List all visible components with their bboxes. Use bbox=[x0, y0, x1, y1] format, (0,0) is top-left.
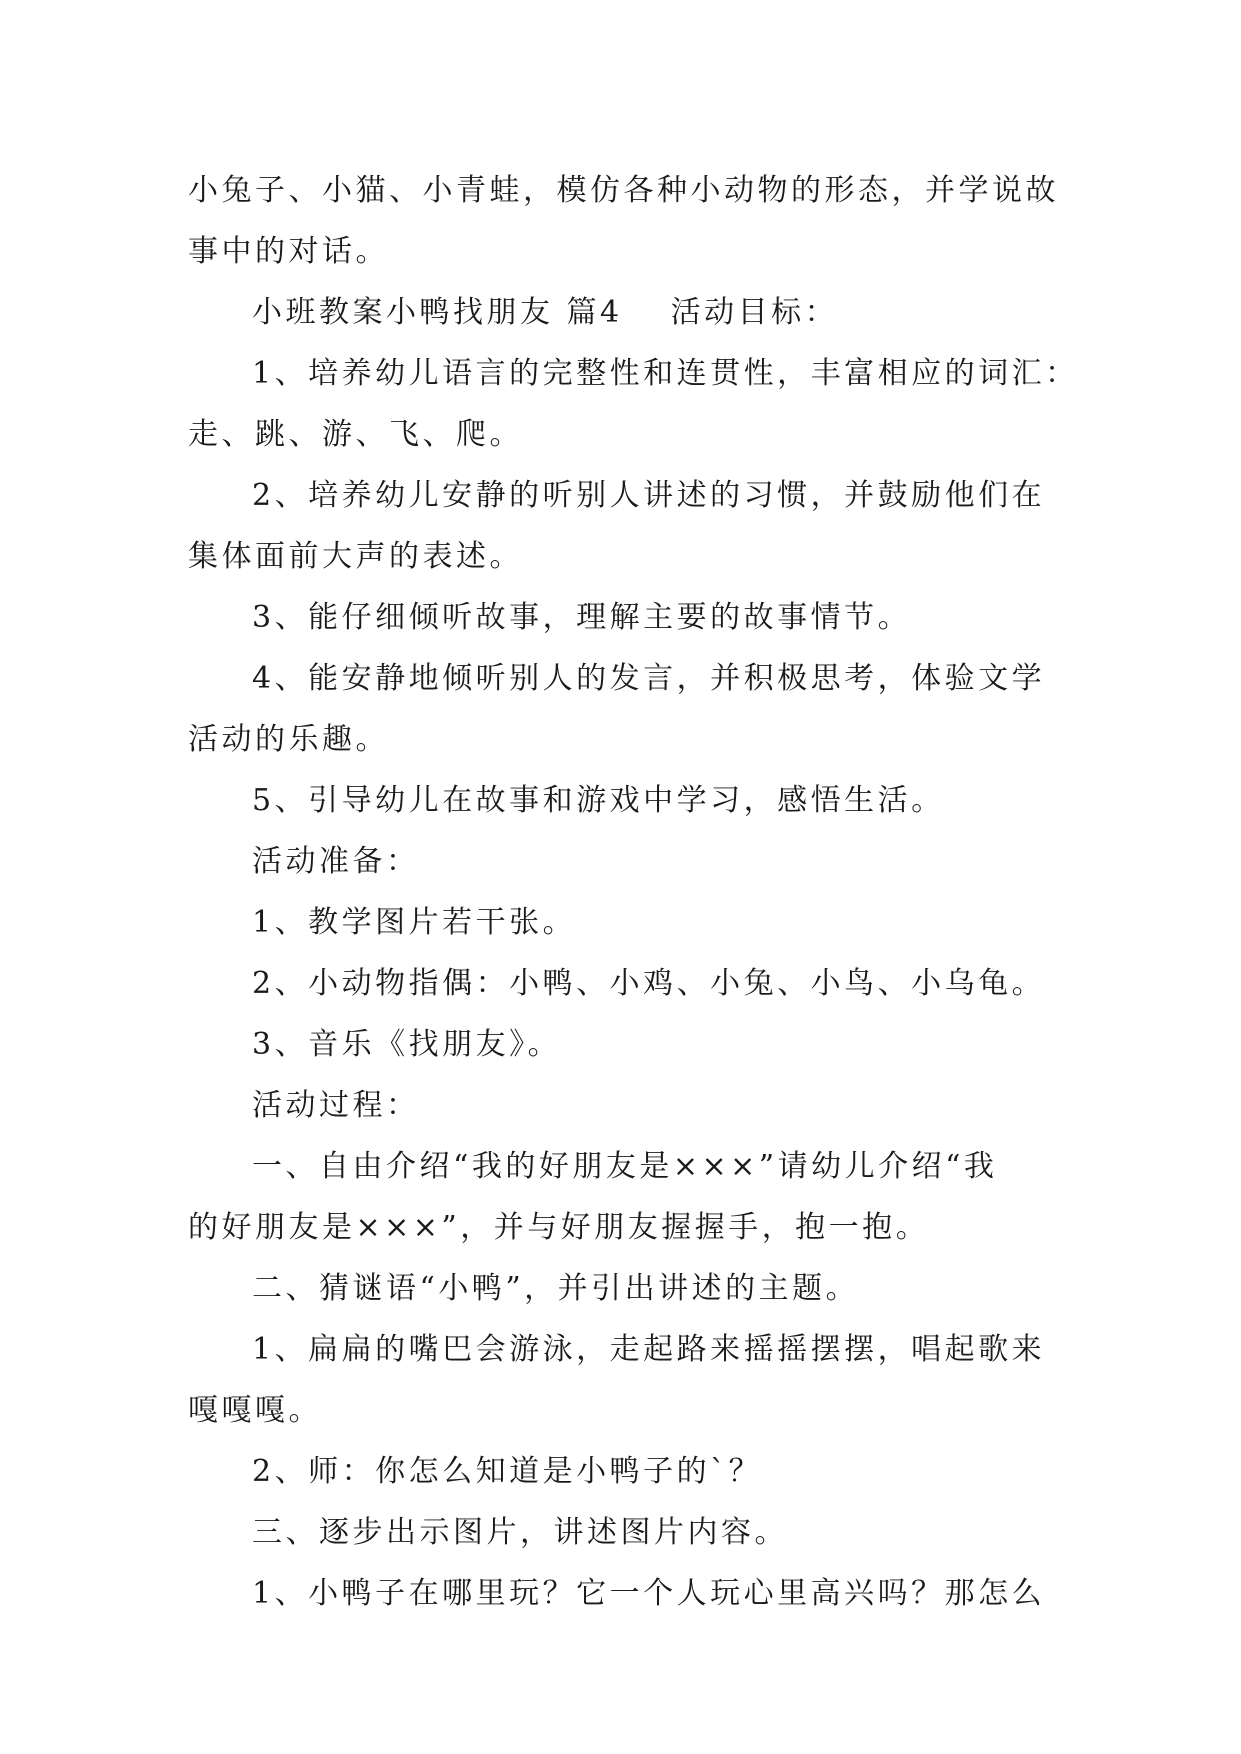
paragraph-line: 3、能仔细倾听故事，理解主要的故事情节。 bbox=[252, 600, 912, 635]
subheading: 活动过程： bbox=[252, 1088, 420, 1123]
paragraph-line: 集体面前大声的表述。 bbox=[188, 539, 523, 574]
paragraph-line: 的好朋友是×××”，并与好朋友握握手，抱一抱。 bbox=[188, 1210, 930, 1245]
paragraph-line: 1、扁扁的嘴巴会游泳，走起路来摇摇摆摆，唱起歌来 bbox=[252, 1332, 1046, 1367]
paragraph-line: 嘎嘎嘎。 bbox=[188, 1393, 322, 1428]
paragraph-line: 小兔子、小猫、小青蛙，模仿各种小动物的形态，并学说故 bbox=[188, 173, 1059, 208]
paragraph-line: 4、能安静地倾听别人的发言，并积极思考，体验文学 bbox=[252, 661, 1046, 696]
section-label: 活动目标： bbox=[670, 295, 839, 330]
paragraph-line: 1、教学图片若干张。 bbox=[252, 905, 577, 940]
paragraph-line: 1、培养幼儿语言的完整性和连贯性，丰富相应的词汇： bbox=[252, 356, 1079, 391]
paragraph-line: 二、猜谜语“小鸭”，并引出讲述的主题。 bbox=[252, 1271, 860, 1306]
paragraph-line: 1、小鸭子在哪里玩？它一个人玩心里高兴吗？那怎么 bbox=[252, 1576, 1046, 1611]
paragraph-line: 走、跳、游、飞、爬。 bbox=[188, 417, 523, 452]
paragraph-line: 3、音乐《找朋友》。 bbox=[252, 1027, 562, 1062]
paragraph-line: 2、师：你怎么知道是小鸭子的`？ bbox=[252, 1454, 763, 1489]
section-title: 小班教案小鸭找朋友 篇4 bbox=[252, 295, 623, 330]
paragraph-line: 事中的对话。 bbox=[188, 234, 389, 269]
paragraph-line: 三、逐步出示图片，讲述图片内容。 bbox=[252, 1515, 788, 1550]
document-body bbox=[188, 160, 1079, 1624]
subheading: 活动准备： bbox=[252, 844, 420, 879]
paragraph-line: 2、培养幼儿安静的听别人讲述的习惯，并鼓励他们在 bbox=[252, 478, 1046, 513]
paragraph-line: 2、小动物指偶：小鸭、小鸡、小兔、小鸟、小乌龟。 bbox=[252, 966, 1046, 1001]
paragraph-line: 一、自由介绍“我的好朋友是×××”请幼儿介绍“我 bbox=[252, 1149, 998, 1184]
paragraph-line: 活动的乐趣。 bbox=[188, 722, 389, 757]
section-heading bbox=[188, 282, 1048, 343]
paragraph-line: 5、引导幼儿在故事和游戏中学习，感悟生活。 bbox=[252, 783, 945, 818]
